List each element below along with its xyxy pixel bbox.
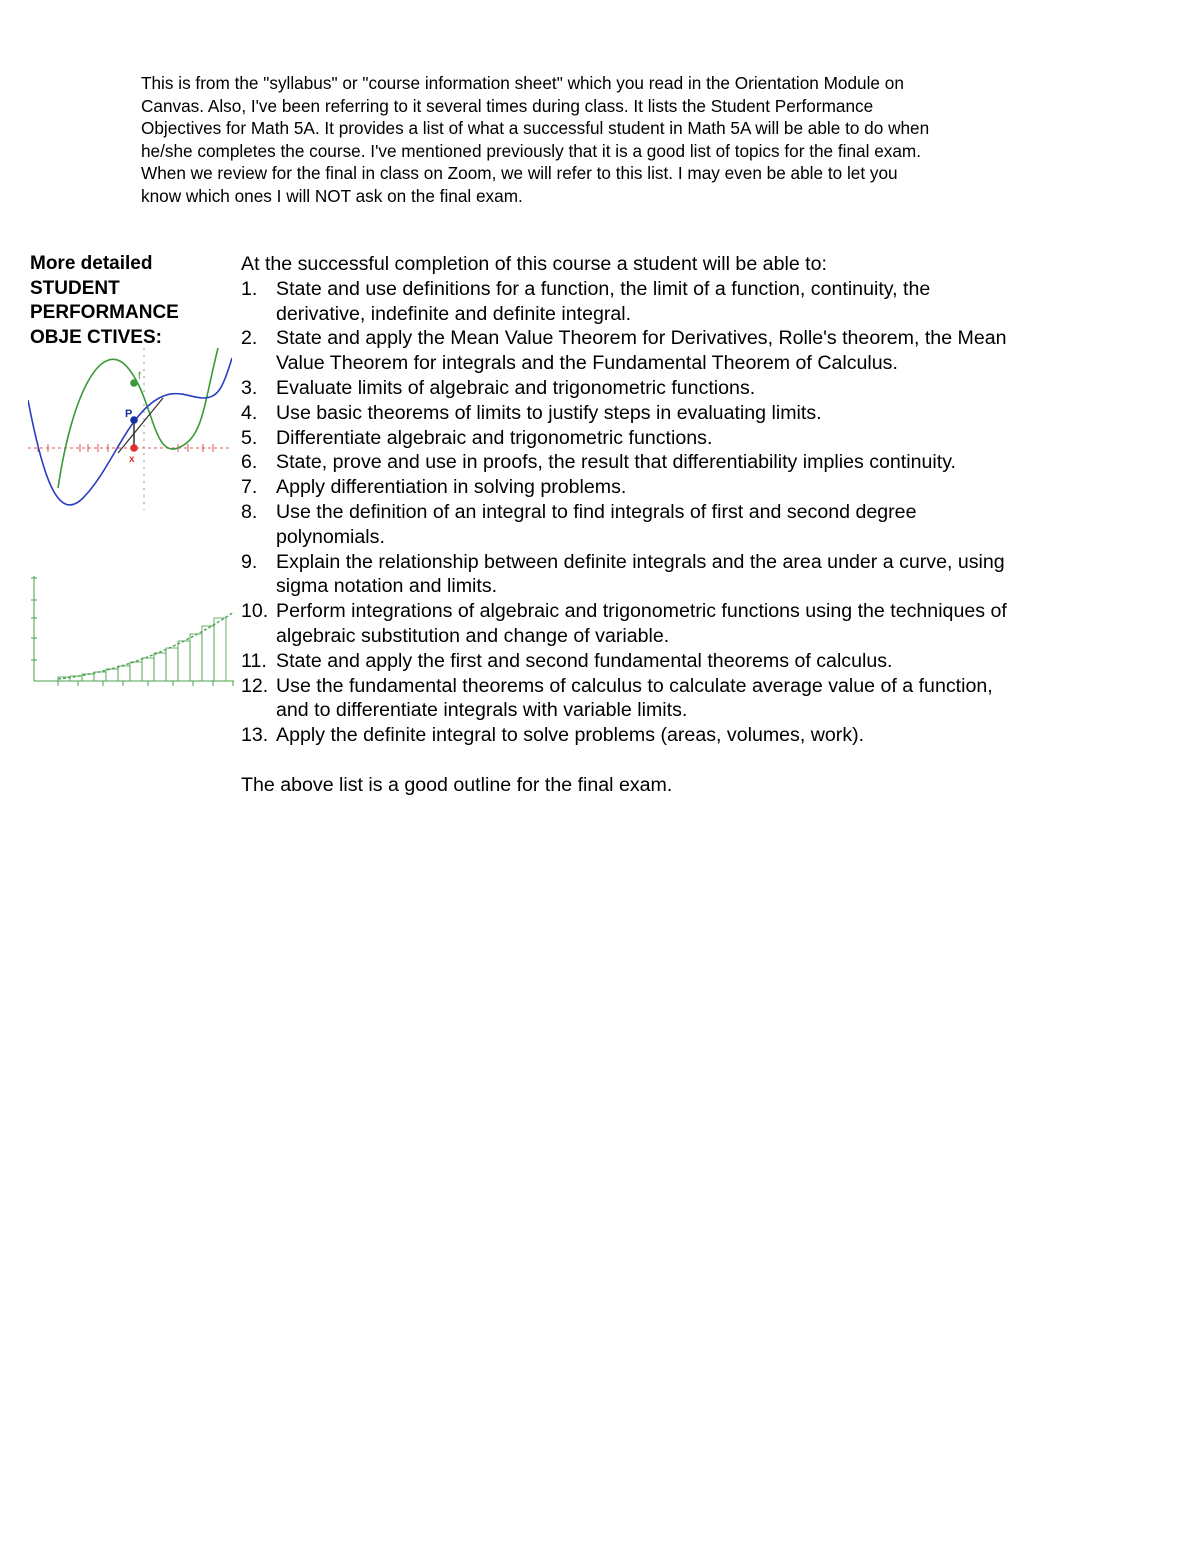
item-number: 7. bbox=[241, 476, 258, 499]
item-number: 12. bbox=[241, 674, 269, 697]
objectives-section bbox=[241, 252, 1141, 798]
list-item bbox=[241, 401, 1141, 426]
item-number: 13. bbox=[241, 724, 269, 747]
item-text: Use the fundamental theorems of calculus to calculate average value of a function, bbox=[276, 674, 993, 697]
point-x-label: x bbox=[129, 454, 135, 465]
item-number: 9. bbox=[241, 550, 258, 573]
item-text: State and use definitions for a function, the limit of a function, continuity, the bbox=[276, 277, 931, 300]
point-f bbox=[130, 379, 138, 387]
item-text: Use basic theorems of limits to justify steps in evaluating limits. bbox=[276, 401, 822, 424]
list-item bbox=[241, 326, 1141, 376]
side-heading bbox=[30, 252, 179, 350]
objectives-lead: At the successful completion of this course a student will be able to: bbox=[241, 253, 827, 275]
derivative-graph-image bbox=[28, 348, 232, 510]
item-text: Apply differentiation in solving problems. bbox=[276, 476, 627, 499]
item-text: sigma notation and limits. bbox=[276, 575, 498, 598]
list-item bbox=[241, 599, 1141, 649]
item-text: algebraic substitution and change of variable. bbox=[276, 624, 670, 647]
item-number: 4. bbox=[241, 401, 258, 424]
intro-paragraph bbox=[141, 72, 1061, 208]
item-text: derivative, indefinite and definite integral. bbox=[276, 302, 632, 325]
list-item bbox=[241, 376, 1141, 401]
list-item bbox=[241, 649, 1141, 674]
list-item bbox=[241, 277, 1141, 327]
list-item bbox=[241, 674, 1141, 724]
intro-line: he/she completes the course. I've mentioned previously that it is a good list of topics for the final exam. bbox=[141, 140, 921, 161]
closing-note: The above list is a good outline for the final exam. bbox=[241, 773, 673, 796]
item-number: 3. bbox=[241, 376, 258, 399]
derivative-curve bbox=[58, 348, 218, 488]
side-heading-line: More detailed bbox=[30, 253, 153, 274]
item-text: State and apply the first and second fundamental theorems of calculus. bbox=[276, 649, 893, 672]
item-text: and to differentiate integrals with variable limits. bbox=[276, 699, 688, 722]
item-text: Value Theorem for integrals and the Fundamental Theorem of Calculus. bbox=[276, 352, 898, 375]
item-number: 5. bbox=[241, 426, 258, 449]
item-number: 11. bbox=[241, 649, 267, 672]
item-text: State and apply the Mean Value Theorem for Derivatives, Rolle's theorem, the Mean bbox=[276, 327, 1007, 350]
list-item bbox=[241, 723, 1141, 748]
side-heading-line: STUDENT bbox=[30, 277, 120, 299]
curve bbox=[58, 612, 234, 679]
riemann-sum-graph-image bbox=[28, 574, 238, 694]
list-item bbox=[241, 500, 1141, 550]
intro-line: know which ones I will NOT ask on the final exam. bbox=[141, 185, 523, 206]
riemann-bars bbox=[58, 618, 226, 681]
item-number: 6. bbox=[241, 451, 258, 474]
item-text: Evaluate limits of algebraic and trigonometric functions. bbox=[276, 376, 756, 399]
item-text: Apply the definite integral to solve problems (areas, volumes, work). bbox=[276, 724, 865, 747]
item-text: State, prove and use in proofs, the result that differentiability implies continuity. bbox=[276, 451, 956, 474]
side-heading-line: OBJE CTIVES: bbox=[30, 326, 162, 348]
tangent-line bbox=[118, 398, 163, 453]
list-item bbox=[241, 426, 1141, 451]
x-axis-ticks bbox=[58, 681, 233, 686]
list-item bbox=[241, 450, 1141, 475]
item-text: Use the definition of an integral to find integrals of first and second degree bbox=[276, 500, 917, 523]
point-x bbox=[130, 444, 138, 452]
item-number: 1. bbox=[241, 277, 258, 300]
item-text: Perform integrations of algebraic and trigonometric functions using the techniques of bbox=[276, 600, 1007, 623]
item-text: Explain the relationship between definite integrals and the area under a curve, using bbox=[276, 550, 1005, 573]
item-text: Differentiate algebraic and trigonometric functions. bbox=[276, 426, 713, 449]
point-p-label: P bbox=[125, 408, 133, 420]
list-item bbox=[241, 475, 1141, 500]
intro-line: This is from the "syllabus" or "course information sheet" which you read in the Orientation Module on bbox=[141, 73, 904, 93]
item-number: 8. bbox=[241, 500, 258, 523]
intro-line: When we review for the final in class on Zoom, we will refer to this list. I may even be able to let you bbox=[141, 163, 898, 184]
item-number: 10. bbox=[241, 600, 269, 623]
side-heading-line: PERFORMANCE bbox=[30, 302, 179, 324]
intro-line: Canvas. Also, I've been referring to it several times during class. It lists the Student Performance bbox=[141, 95, 874, 116]
objectives-list bbox=[241, 277, 1141, 748]
list-item bbox=[241, 550, 1141, 600]
intro-line: Objectives for Math 5A. It provides a list of what a successful student in Math 5A will be able to do when bbox=[141, 118, 930, 139]
item-text: polynomials. bbox=[276, 525, 385, 548]
item-number: 2. bbox=[241, 327, 258, 350]
point-f-label: f bbox=[138, 371, 141, 382]
